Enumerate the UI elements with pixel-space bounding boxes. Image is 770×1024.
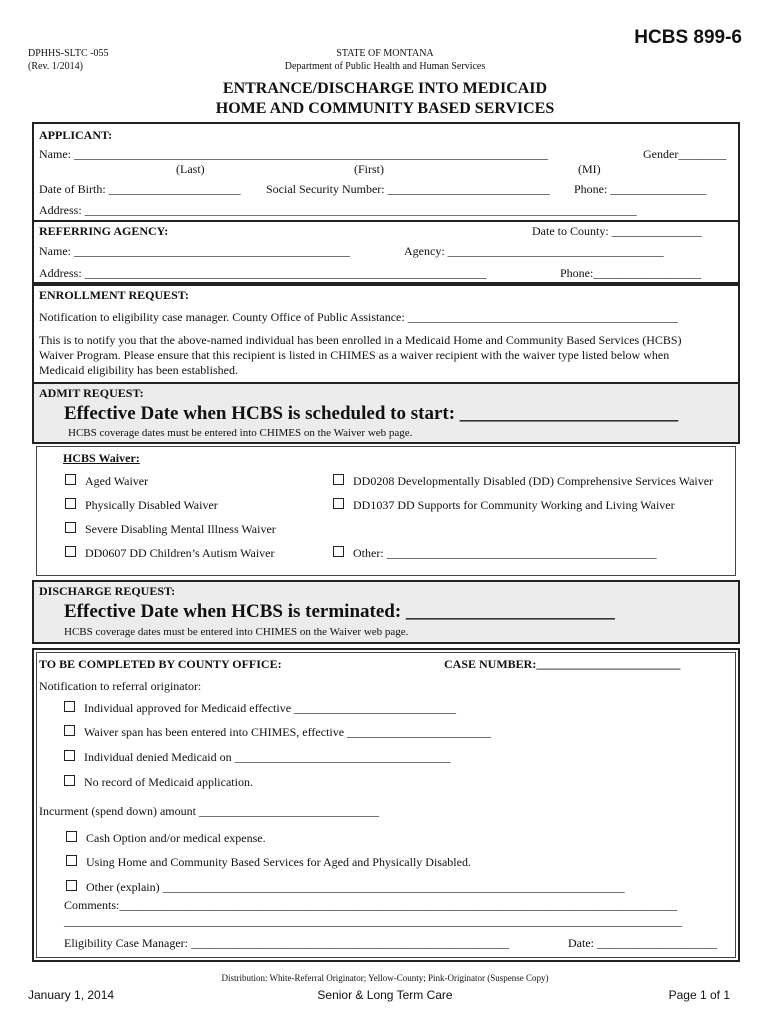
waiver-option-dd-comprehensive[interactable]: [333, 474, 713, 489]
checkbox[interactable]: [65, 498, 76, 509]
department-name: Department of Public Health and Human Services: [284, 61, 486, 72]
waiver-option-label: Severe Disabling Mental Illness Waiver: [85, 522, 276, 536]
option-label: Individual denied Medicaid on ____________________________________: [84, 750, 451, 764]
checkbox[interactable]: [66, 880, 77, 891]
admit-note: HCBS coverage dates must be entered into CHIMES on the Waiver web page.: [68, 427, 413, 439]
waiver-option-label: DD0607 DD Children’s Autism Waiver: [85, 546, 275, 560]
waiver-option-label: Physically Disabled Waiver: [85, 498, 218, 512]
waiver-option-label: Aged Waiver: [85, 474, 149, 488]
waiver-option-label: DD1037 DD Supports for Community Working and Living Waiver: [353, 498, 675, 512]
option-label: Individual approved for Medicaid effective ___________________________: [84, 701, 457, 715]
option-label: Waiver span has been entered into CHIMES, effective ________________________: [84, 725, 492, 739]
date-of-birth-field[interactable]: Date of Birth: ______________________: [39, 182, 241, 196]
form-title-line2: HOME AND COMMUNITY BASED SERVICES: [215, 100, 555, 117]
discharge-note: HCBS coverage dates must be entered into CHIMES on the Waiver web page.: [64, 626, 409, 638]
comments-field-line2[interactable]: _______________________________________________________________________________________________________: [64, 914, 682, 928]
no-record-option[interactable]: [64, 775, 253, 790]
waiver-option-dd-supports[interactable]: [333, 498, 675, 513]
discharge-section: [32, 580, 740, 644]
referral-notification-label: Notification to referral originator:: [39, 679, 202, 693]
checkbox[interactable]: [65, 546, 76, 557]
checkbox[interactable]: [64, 725, 75, 736]
case-number-field[interactable]: CASE NUMBER:________________________: [444, 657, 681, 671]
revision: (Rev. 1/2014): [28, 61, 83, 72]
hcbs-aged-disabled-option[interactable]: [66, 855, 471, 870]
middle-initial-label: (MI): [578, 162, 601, 176]
option-label: Cash Option and/or medical expense.: [86, 831, 266, 845]
denied-medicaid-option[interactable]: [64, 750, 451, 765]
incurment-field[interactable]: Incurment (spend down) amount ______________________________: [39, 804, 379, 818]
enrollment-paragraph-line1: This is to notify you that the above-named individual has been enrolled in a Medicaid Home and Community Based Services (HCBS): [39, 333, 682, 347]
ssn-field[interactable]: Social Security Number: ___________________________: [266, 182, 550, 196]
cash-option[interactable]: [66, 831, 266, 846]
discharge-heading: DISCHARGE REQUEST:: [39, 584, 176, 598]
approved-medicaid-option[interactable]: [64, 701, 456, 716]
enrollment-paragraph-line3: Medicaid eligibility has been established.: [39, 363, 238, 377]
state-name: STATE OF MONTANA: [336, 48, 434, 59]
option-label: Using Home and Community Based Services for Aged and Physically Disabled.: [86, 855, 471, 869]
form-number: HCBS 899-6: [634, 27, 742, 48]
footer-date: January 1, 2014: [28, 988, 115, 1002]
waiver-section: [36, 446, 736, 576]
enrollment-section: [32, 284, 740, 384]
date-to-county-field[interactable]: Date to County: _______________: [532, 224, 702, 238]
admit-section: [32, 382, 740, 444]
waiver-option-mental-illness[interactable]: [65, 522, 276, 537]
waiver-option-autism[interactable]: [65, 546, 274, 561]
distribution-note: Distribution: White-Referral Originator; Yellow-County; Pink-Originator (Suspense Copy): [221, 973, 549, 983]
option-label: Other (explain) _____________________________________________________________________________: [86, 880, 625, 894]
waiver-heading: HCBS Waiver:: [63, 451, 140, 465]
applicant-gender-field[interactable]: Gender________: [643, 147, 727, 161]
other-explain-option[interactable]: [66, 880, 625, 895]
agency-field[interactable]: Agency: ____________________________________: [404, 244, 664, 258]
applicant-section: [32, 122, 740, 222]
county-office-section: [32, 648, 740, 962]
waiver-option-physically-disabled[interactable]: [65, 498, 218, 513]
form-title-line1: ENTRANCE/DISCHARGE INTO MEDICAID: [222, 80, 548, 97]
option-label: No record of Medicaid application.: [84, 775, 253, 789]
applicant-heading: APPLICANT:: [39, 128, 113, 142]
waiver-option-other[interactable]: [333, 546, 657, 561]
waiver-option-label: DD0208 Developmentally Disabled (DD) Comprehensive Services Waiver: [353, 474, 714, 488]
eligibility-case-manager-field[interactable]: Eligibility Case Manager: _____________________________________________________: [64, 936, 509, 950]
checkbox[interactable]: [66, 831, 77, 842]
checkbox[interactable]: [64, 750, 75, 761]
checkbox[interactable]: [65, 474, 76, 485]
referring-address-field[interactable]: Address: ___________________________________________________________________: [39, 266, 487, 280]
admit-effective-date-field[interactable]: Effective Date when HCBS is scheduled to start: _______________________: [64, 403, 679, 424]
checkbox[interactable]: [64, 775, 75, 786]
checkbox[interactable]: [64, 701, 75, 712]
county-date-field[interactable]: Date: ____________________: [568, 936, 717, 950]
footer-division: Senior & Long Term Care: [317, 988, 453, 1002]
checkbox[interactable]: [66, 855, 77, 866]
admit-heading: ADMIT REQUEST:: [39, 386, 144, 400]
applicant-phone-field[interactable]: Phone: ________________: [574, 182, 707, 196]
referring-phone-field[interactable]: Phone:__________________: [560, 266, 702, 280]
first-name-label: (First): [354, 162, 384, 176]
checkbox[interactable]: [65, 522, 76, 533]
referring-name-field[interactable]: Name: ______________________________________________: [39, 244, 350, 258]
form-id: DPHHS-SLTC -055: [28, 48, 109, 59]
waiver-option-aged[interactable]: [65, 474, 148, 489]
county-heading: TO BE COMPLETED BY COUNTY OFFICE:: [39, 657, 282, 671]
enrollment-paragraph-line2: Waiver Program. Please ensure that this recipient is listed in CHIMES as a waiver recipient with the waiver type listed below when: [39, 348, 670, 362]
referring-heading: REFERRING AGENCY:: [39, 224, 169, 238]
page-number: Page 1 of 1: [668, 988, 730, 1002]
checkbox[interactable]: [333, 474, 344, 485]
checkbox[interactable]: [333, 498, 344, 509]
enrollment-heading: ENROLLMENT REQUEST:: [39, 288, 189, 302]
waiver-span-option[interactable]: [64, 725, 491, 740]
waiver-option-label: Other: _____________________________________________: [353, 546, 657, 560]
last-name-label: (Last): [176, 162, 205, 176]
comments-field[interactable]: Comments:_____________________________________________________________________________________________: [64, 898, 678, 912]
referring-agency-section: [32, 220, 740, 284]
county-office-field[interactable]: Notification to eligibility case manager. County Office of Public Assistance: _____________________________________________: [39, 310, 678, 324]
checkbox[interactable]: [333, 546, 344, 557]
applicant-address-field[interactable]: Address: ____________________________________________________________________________________________: [39, 203, 637, 217]
discharge-effective-date-field[interactable]: Effective Date when HCBS is terminated: ______________________: [64, 601, 615, 622]
applicant-name-field[interactable]: Name: _______________________________________________________________________________: [39, 147, 548, 161]
